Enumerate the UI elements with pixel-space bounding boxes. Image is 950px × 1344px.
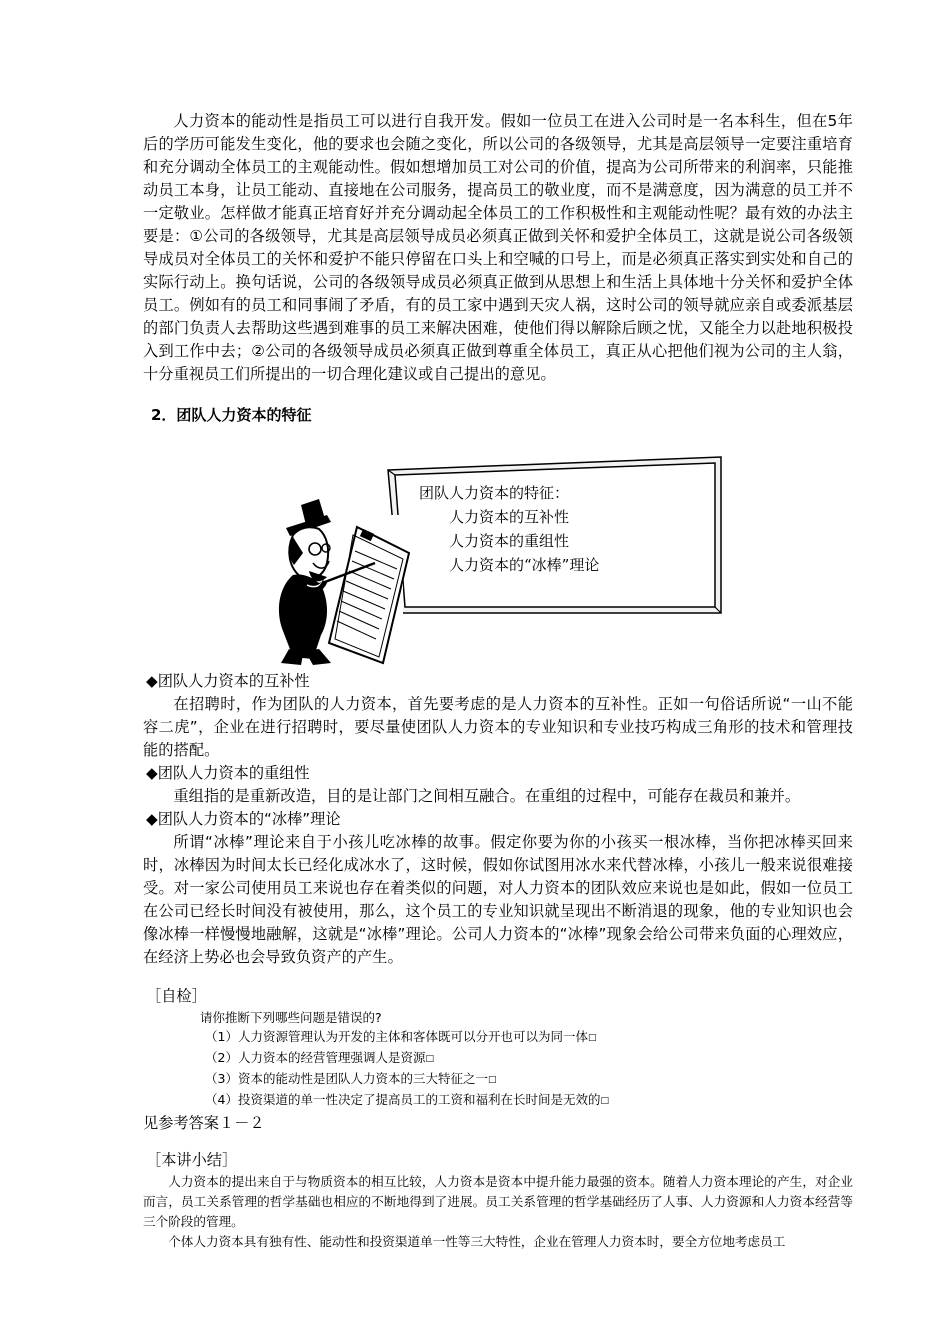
paragraph-popsicle-theory: 所谓“冰棒”理论来自于小孩儿吃冰棒的故事。假定你要为你的小孩买一根冰棒，当你把冰棒买回来时，冰棒因为时间太长已经化成冰水了，这时候，假如你试图用冰水来代替冰棒，小孩儿一般来说很难接受。对一家公司使用员工来说也存在着类似的问题，对人力资本的团队效应来说也是如此，假如一位员工在公司已经长时间没有被使用，那么，这个员工的专业知识就呈现出不断消退的现象，他的专业知识也会像冰棒一样慢慢地融解，这就是“冰棒”理论。公司人力资本的“冰棒”现象会给公司带来负面的心理效应，在经济上势必也会导致负资产的产生。 bbox=[143, 833, 853, 966]
paragraph-restructuring: 重组指的是重新改造，目的是让部门之间相互融合。在重组的过程中，可能存在裁员和兼并。 bbox=[173, 787, 801, 805]
checkbox-icon: □ bbox=[425, 1054, 434, 1064]
summary-paragraph: 人力资本的提出来自于与物质资本的相互比较，人力资本是资本中提升能力最强的资本。随着人力资本理论的产生，对企业而言，员工关系管理的哲学基础也相应的不断地得到了进展。员工关系管理的哲学基础经历了人事、人力资源和人力资本经营等三个阶段的管理。 bbox=[143, 1174, 853, 1229]
self-check-item: （4）投资渠道的单一性决定了提高员工的工资和福利在长时间是无效的□ bbox=[205, 1092, 609, 1107]
illustration-teacher-board bbox=[143, 435, 853, 670]
checkbox-icon: □ bbox=[587, 1033, 597, 1043]
self-check-tag: ［自检］ bbox=[146, 987, 207, 1005]
board-item: 人力资本的“冰棒”理论 bbox=[449, 556, 600, 574]
self-check-item: （3）资本的能动性是团队人力资本的三大特征之一□ bbox=[205, 1071, 497, 1086]
checkbox-icon: □ bbox=[487, 1075, 497, 1085]
board-item: 人力资本的互补性 bbox=[449, 508, 570, 526]
summary-tag: ［本讲小结］ bbox=[146, 1151, 238, 1169]
checkbox-icon: □ bbox=[600, 1096, 609, 1106]
self-check-item: （1）人力资源管理认为开发的主体和客体既可以分开也可以为同一体□ bbox=[205, 1029, 597, 1044]
self-check-question: 请你推断下列哪些问题是错误的? bbox=[200, 1010, 382, 1025]
bullet-complementarity: ◆团队人力资本的互补性 bbox=[146, 672, 310, 690]
answer-reference: 见参考答案１－２ bbox=[143, 1114, 265, 1132]
paragraph-initiative: 人力资本的能动性是指员工可以进行自我开发。假如一位员工在进入公司时是一名本科生，但在5年后的学历可能发生变化，他的要求也会随之变化，所以公司的各级领导，尤其是高层领导一定要注重培育和充分调动全体员工的主观能动性。假如想增加员工对公司的价值，提高为公司所带来的利润率，只能推动员工本身，让员工能动、直接地在公司服务，提高员工的敬业度，而不是满意度，因为满意的员工并不一定敬业。怎样做才能真正培育好并充分调动起全体员工的工作积极性和主观能动性呢？最有效的办法主要是：①公司的各级领导，尤其是高层领导成员必须真正做到关怀和爱护全体员工，这就是说公司各级领导成员对全体员工的关怀和爱护不能只停留在口头上和空喊的口号上，而是必须真正落实到实处和自己的实际行动上。换句话说，公司的各级领导成员必须真正做到从思想上和生活上具体地十分关怀和爱护全体员工。例如有的员工和同事闹了矛盾，有的员工家中遇到天灾人祸，这时公司的领导就应亲自或委派基层的部门负责人去帮助这些遇到难事的员工来解决困难，使他们得以解除后顾之忧，又能全力以赴地积极投入到工作中去；②公司的各级领导成员必须真正做到尊重全体员工，真正从心把他们视为公司的主人翁，十分重视员工们所提出的一切合理化建议或自己提出的意见。 bbox=[143, 112, 853, 383]
summary-paragraph: 个体人力资本具有独有性、能动性和投资渠道单一性等三大特性，企业在管理人力资本时，要全方位地考虑员工 bbox=[168, 1234, 786, 1249]
paragraph-complementarity: 在招聘时，作为团队的人力资本，首先要考虑的是人力资本的互补性。正如一句俗话所说“一山不能容二虎”，企业在进行招聘时，要尽量使团队人力资本的专业知识和专业技巧构成三角形的技术和管理技能的搭配。 bbox=[143, 695, 853, 759]
board-title: 团队人力资本的特征： bbox=[419, 484, 570, 502]
bullet-restructuring: ◆团队人力资本的重组性 bbox=[146, 764, 310, 782]
board-text bbox=[419, 481, 599, 577]
section-heading-team-capital: 2．团队人力资本的特征 bbox=[151, 406, 312, 424]
bullet-popsicle-theory: ◆团队人力资本的“冰棒”理论 bbox=[146, 810, 341, 828]
board-item: 人力资本的重组性 bbox=[449, 532, 570, 550]
self-check-item: （2）人力资本的经营管理强调人是资源□ bbox=[205, 1050, 434, 1065]
document-page bbox=[143, 110, 853, 1252]
